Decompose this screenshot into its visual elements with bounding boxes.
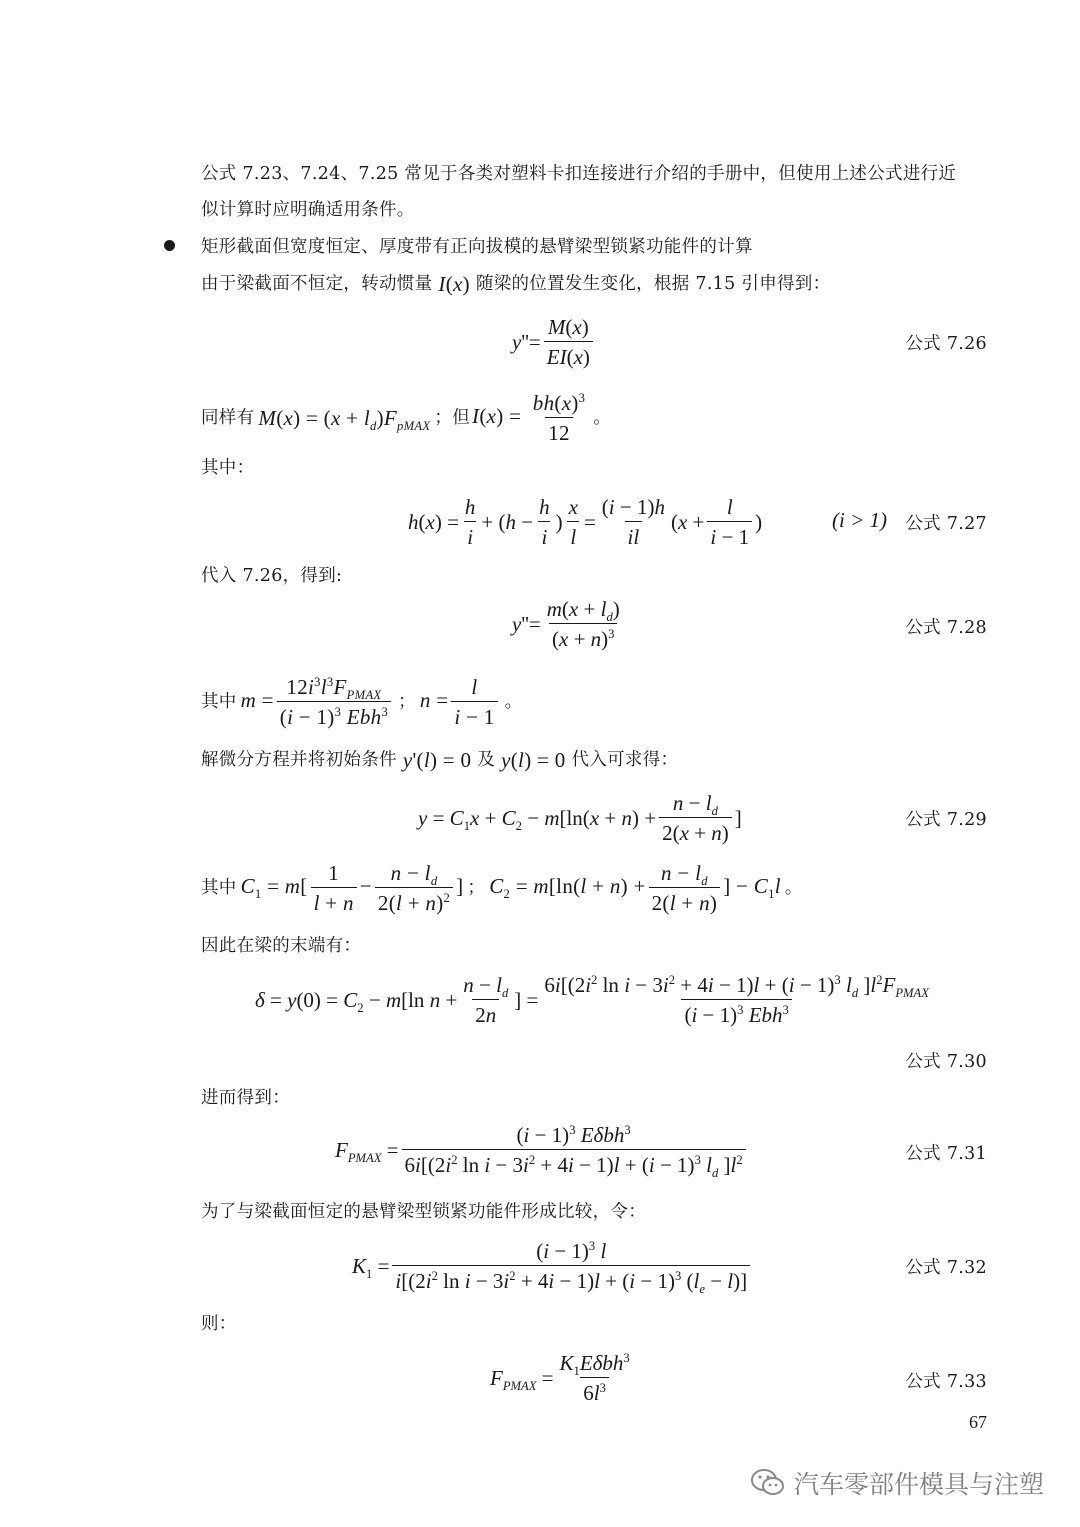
watermark — [750, 1465, 1044, 1501]
paragraph-8-mid: ； — [467, 878, 486, 899]
paragraph-2-before: 由于梁截面不恒定，转动惯量 — [201, 274, 433, 294]
paragraph-8-start: 其中 — [201, 878, 237, 899]
paragraph-9: 因此在梁的末端有： — [201, 936, 362, 956]
equation-label-7-31: 公式 7.31 — [905, 1144, 987, 1164]
inline-moment: $M(x) = (x + l_d)F_{pMAX}$ — [258, 406, 431, 434]
equation-7-29: $y = C_1x + C_2 - m[\ln(x + n)$ + $\frac{n - l_d}{2(x + n)}$ ] — [418, 791, 742, 846]
paragraph-2-after: 随梁的位置发生变化，根据 7.15 引申得到： — [475, 274, 831, 294]
inline-c2-def: $C_2 = m[\ln(l + n)$ + $\frac{n - l_d}{2(l + n)}$ ] − $C_1l$ — [489, 861, 781, 916]
equation-label-7-30: 公式 7.30 — [905, 1052, 987, 1072]
equation-7-33: $F_{PMAX}$ = $\frac{K_1E\delta bh^3}{6l^3}$ — [490, 1351, 630, 1406]
inline-initial-condition-1: y'(l) = 0 — [402, 748, 472, 772]
paragraph-1-line-2: 似计算时应明确适用条件。 — [201, 200, 415, 220]
paragraph-11: 为了与梁截面恒定的悬臂梁型锁紧功能件形成比较，令： — [201, 1202, 646, 1222]
paragraph-6-end: 。 — [504, 692, 523, 713]
equation-7-31: $F_{PMAX}$ = $\frac{(i - 1)^3 E\delta bh^3}{6i[(2i^2 \ln i - 3i^2 + 4i - 1)l + (i - 1)^3 l_d ]l^2}$ — [335, 1124, 749, 1176]
paragraph-4: 其中： — [201, 458, 255, 478]
equation-7-30: $\delta = y(0) = C_2 - m[\ln$ n + $\frac{n - l_d}{2n}$ ] = $\frac{6i[(2i^2 \ln i - 3i^2 + 4i - 1)l + (i - 1)^3 l_d ]l^2F_{PMAX}}{(i - 1)^3 Ebh^3}$ — [255, 973, 929, 1028]
equation-label-7-28: 公式 7.28 — [905, 618, 987, 638]
equation-7-32: $K_1$ = $\frac{(i - 1)^3 l}{i[(2i^2 \ln i - 3i^2 + 4i - 1)l + (i - 1)^3 (l_e - l)]}$ — [352, 1240, 753, 1292]
paragraph-7 — [201, 748, 678, 772]
inline-m-def: m = $\frac{12i^3l^3F_{PMAX}}{(i - 1)^3 Ebh^3}$ — [241, 676, 394, 728]
bullet-heading: 矩形截面但宽度恒定、厚度带有正向拔模的悬臂梁型锁紧功能件的计算 — [201, 237, 753, 257]
equation-label-7-33: 公式 7.33 — [905, 1372, 987, 1392]
paragraph-3-mid: ；但 — [434, 408, 471, 429]
equation-7-26: y''= $\frac{M(x)}{EI(x)}$ — [512, 316, 596, 368]
equation-label-7-27: 公式 7.27 — [905, 514, 987, 534]
page-number: 67 — [969, 1412, 987, 1432]
inline-c1-def: $C_1 = m$[ $\frac{1}{l + n}$ − $\frac{n - l_d}{2(l + n)^2}$ ] — [240, 861, 464, 916]
watermark-text: 汽车零部件模具与注塑 — [793, 1470, 1044, 1499]
inline-ix: I(x) — [438, 272, 470, 296]
paragraph-7-mid: 及 — [477, 750, 496, 770]
equation-7-28: y''= $\frac{m(x + l_d)}{(x + n)^3}$ — [512, 597, 620, 652]
paragraph-3 — [201, 392, 611, 444]
equation-label-7-26: 公式 7.26 — [905, 334, 987, 354]
wechat-icon — [750, 1467, 786, 1499]
paragraph-2 — [201, 272, 830, 296]
paragraph-1-line-1: 公式 7.23、7.24、7.25 常见于各类对塑料卡扣连接进行介绍的手册中，但使用上述公式进行近 — [201, 164, 957, 184]
paragraph-7-start: 解微分方程并将初始条件 — [201, 750, 397, 770]
paragraph-7-end: 代入可求得： — [571, 750, 679, 770]
paragraph-8-end: 。 — [784, 878, 803, 899]
paragraph-8 — [201, 862, 803, 914]
inline-n-def: n = $\frac{l}{i - 1}$ — [420, 676, 501, 728]
equation-7-27-condition: (i > 1) — [832, 508, 887, 532]
equation-label-7-32: 公式 7.32 — [905, 1258, 987, 1278]
paragraph-5: 代入 7.26，得到: — [201, 566, 343, 586]
inline-initial-condition-2: y(l) = 0 — [501, 748, 566, 772]
paragraph-3-end: 。 — [593, 408, 612, 429]
paragraph-10: 进而得到： — [201, 1088, 290, 1108]
paragraph-12: 则： — [201, 1314, 237, 1334]
paragraph-6-mid: ； — [398, 692, 416, 713]
bullet-dot-icon — [164, 240, 175, 251]
paragraph-6 — [201, 676, 522, 728]
equation-7-27: h(x) = $\frac{h}{i}$ + ( h − $\frac{h}{i}$ ) $\frac{x}{l}$ = $\frac{(i - 1)h}{il}$ ( x + $\frac{l}{i - 1}$ ) — [408, 495, 763, 550]
paragraph-6-start: 其中 — [201, 692, 237, 713]
paragraph-3-start: 同样有 — [201, 408, 255, 429]
equation-label-7-29: 公式 7.29 — [905, 810, 987, 830]
inline-inertia: I(x) = $\frac{bh(x)^3}{12}$ — [472, 391, 586, 446]
